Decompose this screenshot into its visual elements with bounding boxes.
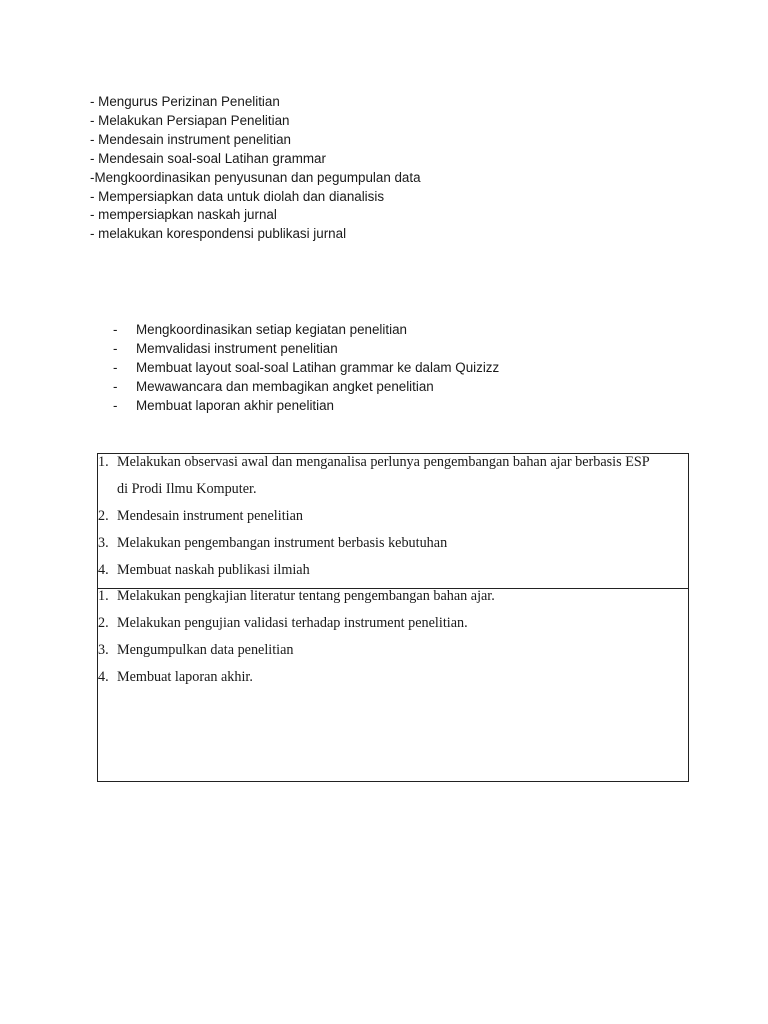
dash-marker: - <box>113 379 118 394</box>
table-cell-top <box>98 454 688 589</box>
dash-marker: - <box>113 341 118 356</box>
numbered-item <box>98 535 447 552</box>
numbered-item <box>98 454 650 471</box>
list-item: - mempersiapkan naskah jurnal <box>90 207 277 223</box>
item-number: 3. <box>98 535 109 551</box>
item-number: 3. <box>98 642 109 658</box>
list-item: - Mempersiapkan data untuk diolah dan dianalisis <box>90 188 385 204</box>
item-number: 4. <box>98 562 109 578</box>
item-text: Melakukan pengujian validasi terhadap instrument penelitian. <box>117 615 468 631</box>
item-continuation: di Prodi Ilmu Komputer. <box>117 481 257 497</box>
numbered-item <box>98 642 294 659</box>
item-text: Membuat laporan akhir. <box>117 669 253 685</box>
list-item-text: Membuat layout soal-soal Latihan grammar ke dalam Quizizz <box>136 360 500 375</box>
item-number: 1. <box>98 588 109 604</box>
list-item-text: Membuat laporan akhir penelitian <box>136 398 335 413</box>
list-item <box>113 339 499 358</box>
item-number: 2. <box>98 508 109 524</box>
list-item-text: Mengkoordinasikan setiap kegiatan penelitian <box>136 322 407 337</box>
list-item: - Mendesain soal-soal Latihan grammar <box>90 150 326 166</box>
item-text: Melakukan observasi awal dan menganalisa perlunya pengembangan bahan ajar berbasis ESP <box>117 454 650 470</box>
list-item: - Mendesain instrument penelitian <box>90 131 291 147</box>
list-item: -Mengkoordinasikan penyusunan dan pegumpulan data <box>90 169 421 185</box>
item-number: 1. <box>98 454 109 470</box>
dash-marker: - <box>113 322 118 337</box>
item-number: 2. <box>98 615 109 631</box>
item-text: Melakukan pengembangan instrument berbasis kebutuhan <box>117 535 448 551</box>
item-number: 4. <box>98 669 109 685</box>
item-text: Mendesain instrument penelitian <box>117 508 303 524</box>
task-table <box>97 453 689 782</box>
dash-marker: - <box>113 398 118 413</box>
list-item: - melakukan korespondensi publikasi jurnal <box>90 226 347 242</box>
dash-task-list <box>90 93 421 244</box>
numbered-item <box>98 562 310 579</box>
list-item-text: Memvalidasi instrument penelitian <box>136 341 338 356</box>
numbered-item <box>98 669 253 686</box>
list-item: - Mengurus Perizinan Penelitian <box>90 94 280 109</box>
list-item: - Melakukan Persiapan Penelitian <box>90 112 290 128</box>
list-item-text: Mewawancara dan membagikan angket penelitian <box>136 379 434 394</box>
list-item <box>113 320 499 339</box>
list-item <box>113 358 499 377</box>
numbered-item <box>98 508 303 525</box>
numbered-item <box>98 588 495 605</box>
bulleted-task-list <box>113 320 499 415</box>
item-text: Mengumpulkan data penelitian <box>117 642 294 658</box>
dash-marker: - <box>113 360 118 375</box>
list-item <box>113 377 499 396</box>
numbered-item <box>98 615 468 632</box>
item-text: Melakukan pengkajian literatur tentang pengembangan bahan ajar. <box>117 588 495 604</box>
item-text: Membuat naskah publikasi ilmiah <box>117 562 310 578</box>
list-item <box>113 396 499 415</box>
